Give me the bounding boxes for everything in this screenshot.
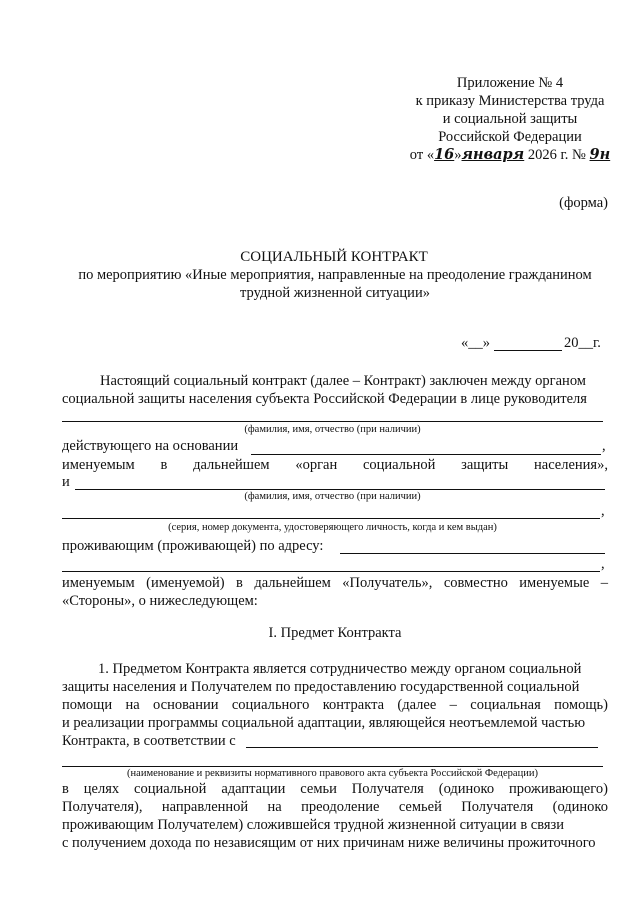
intro-line-1: Настоящий социальный контракт (далее – Контракт) заключен между органом <box>100 373 586 389</box>
address-line-2 <box>62 571 600 572</box>
section-1-para-line-4: и реализации программы социальной адаптации, являющейся неотъемлемой частью <box>62 715 586 731</box>
appendix-country: Российской Федерации <box>438 129 582 145</box>
residing-line <box>340 553 605 554</box>
section-1-goal-line-4: с получением дохода по независящим от них причинам ниже величины прожиточного <box>62 835 596 851</box>
caption-document: (серия, номер документа, удостоверяющего личность, когда и кем выдан) <box>168 522 497 533</box>
head-name-line <box>62 421 603 422</box>
section-1-goal-line-1: в целях социальной адаптации семьи Получателя (одиноко проживающего) <box>62 781 608 797</box>
act-reference-line <box>246 747 598 748</box>
intro-line-2: социальной защиты населения субъекта Российской Федерации в лице руководителя <box>62 391 587 407</box>
address-comma: , <box>601 556 605 572</box>
section-1-goal-line-3: проживающим Получателем) сложившейся трудной жизненной ситуации в связи <box>62 817 565 833</box>
act-name-line <box>62 766 603 767</box>
acting-basis-line <box>251 454 601 455</box>
appendix-block <box>395 74 625 164</box>
acting-basis-comma: , <box>602 438 606 454</box>
section-1-para-line-2: защиты населения и Получателем по предоставлению государственной социальной <box>62 679 580 695</box>
recipient-name-line <box>75 489 605 490</box>
and-label: и <box>62 474 70 490</box>
appendix-date-line: от «16»января 2026 г. № 9н <box>409 146 611 163</box>
appendix-ministry: и социальной защиты <box>442 111 578 127</box>
section-1-para-line-1: 1. Предметом Контракта является сотрудничество между органом социальной <box>98 661 582 677</box>
date-blank-quote: «__» <box>461 335 490 351</box>
form-label: (форма) <box>559 195 608 211</box>
handwritten-number: 9н <box>589 146 611 163</box>
date-blank-year: 20__г. <box>564 335 601 351</box>
appendix-order-ref: к приказу Министерства труда <box>415 93 605 109</box>
section-1-para-line-3: помощи на основании социального контракта (далее – социальная помощь) <box>62 697 608 713</box>
contract-subtitle-1: по мероприятию «Иные мероприятия, направленные на преодоление гражданином <box>78 267 592 283</box>
recipient-named-line: именуемым (именуемой) в дальнейшем «Получатель», совместно именуемые – <box>62 575 608 591</box>
handwritten-day: 16 <box>434 146 455 163</box>
parties-line: «Стороны», о нижеследующем: <box>62 593 258 609</box>
contract-subtitle-2: трудной жизненной ситуации» <box>240 285 430 301</box>
named-organ-line: именуемым в дальнейшем «орган социальной защиты населения», <box>62 457 608 473</box>
document-line <box>62 518 600 519</box>
handwritten-month: января <box>461 146 525 163</box>
section-1-goal-line-2: Получателя), направленной на преодоление семьей Получателя (одиноко <box>62 799 608 815</box>
appendix-number: Приложение № 4 <box>456 75 564 91</box>
section-1-para-line-5: Контракта, в соответствии с <box>62 733 236 749</box>
contract-title: СОЦИАЛЬНЫЙ КОНТРАКТ <box>240 249 428 265</box>
caption-fio-1: (фамилия, имя, отчество (при наличии) <box>244 424 421 435</box>
section-1-heading: I. Предмет Контракта <box>268 625 402 641</box>
document-comma: , <box>601 503 605 519</box>
caption-fio-2: (фамилия, имя, отчество (при наличии) <box>244 491 421 502</box>
residing-label: проживающим (проживающей) по адресу: <box>62 538 324 554</box>
date-blank-month-line <box>494 350 562 351</box>
acting-basis-label: действующего на основании <box>62 438 239 454</box>
caption-act: (наименование и реквизиты нормативного правового акта субъекта Российской Федерации) <box>127 768 538 779</box>
